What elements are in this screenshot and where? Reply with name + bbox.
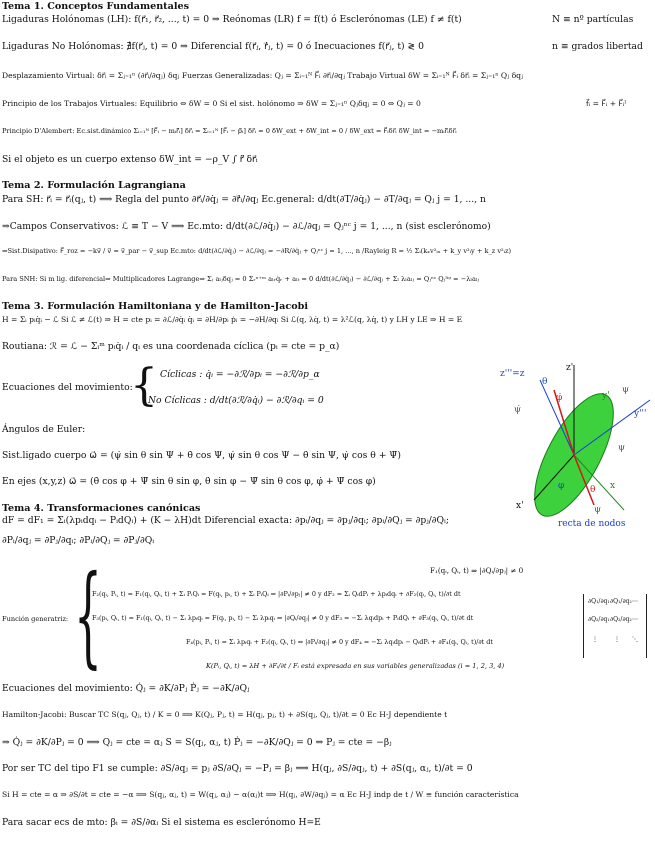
fig-caption-nodes: recta de nodos xyxy=(558,519,626,529)
s3-body-frame-omega: Sist.ligado cuerpo ω⃗ = (ψ̇ sin θ sin Ψ + θ̇ cos Ψ, ψ̇ sin θ cos Ψ − θ̇ sin Ψ, ψ̇ cos θ + Ψ̇) xyxy=(2,451,401,461)
s4-generating-label: Función generatriz: xyxy=(2,615,69,623)
matrix-cell: ⋱ xyxy=(632,636,638,643)
s4-line-constants: ⇒ Q̇ⱼ = ∂K/∂Pⱼ = 0 ⟹ Qⱼ = cte = αⱼ S = S(qⱼ, αⱼ, t) Ṗⱼ = −∂K/∂Qⱼ = 0 ⇒ Pⱼ = cte = −βⱼ xyxy=(2,737,392,748)
s4-cases-brace: { xyxy=(74,551,102,679)
s3-line-hamiltonian: H = Σᵢ pᵢq̇ᵢ − ℒ Si ℒ ≠ ℒ(t) ⇒ H = cte pᵢ = ∂ℒ/∂q̇ᵢ q̇ᵢ = ∂H/∂pᵢ ṗᵢ = −∂H/∂qᵢ Si ℒ(q, λq̇, t) = λ²ℒ(q, λq̇, t) y LH y LE ⇒ H = E xyxy=(2,315,463,324)
jacobian-matrix xyxy=(583,594,647,658)
s3-eqs-label: Ecuaciones del movimiento: xyxy=(2,382,133,393)
s4-line-exact-diff: ∂Pᵢ/∂qⱼ = ∂Pⱼ/∂qᵢ; ∂Pᵢ/∂Qⱼ = ∂Pⱼ/∂Qᵢ xyxy=(2,535,155,546)
matrix-cell: ∂Q₁/∂q₂ xyxy=(610,598,632,605)
fig-label-yp: y' xyxy=(602,391,610,401)
s4-case-f3: F₃(pᵢ, Qᵢ, t) = F₁(qᵢ, Qᵢ, t) − Σᵢ λpᵢqᵢ = F(qᵢ, pᵢ, t) − Σᵢ λpᵢqᵢ ⇒ |∂Qᵢ/∂qⱼ| ≠ 0 y dF₃ = −Σᵢ λqᵢdpᵢ + PᵢdQᵢ + ∂F₃(qᵢ, Qᵢ, t)/∂t dt xyxy=(92,614,474,622)
s3-eq-cyclic: Cíclicas : q̇ᵢ = −∂ℛ/∂pᵢ = −∂ℛ/∂p_α xyxy=(160,369,320,380)
s1-note-particles: N ≡ nº partículas xyxy=(552,14,634,25)
s1-line-dalembert: Principio D'Alembert: Ec.sist.dinámico Σᵢ₌₁ᴺ [F⃗ᵢ − mᵢr̈⃗ᵢ] δr⃗ᵢ = Σᵢ₌₁ᴺ [F⃗ᵢ − ṗ⃗ᵢ] δr⃗ᵢ = 0 δW_ext + δW_int = 0 / δW_ext = F⃗ᵢδr⃗ᵢ δW_int = −mᵢr̈⃗ᵢδr⃗ᵢ xyxy=(2,127,457,135)
s4-case-k: K(Pᵢ, Qᵢ, t) = λH + ∂Fᵢ/∂t / Fᵢ está expresada en sus variables generalizadas (i = 1, 2, 3, 4) xyxy=(206,662,505,670)
s4-case-f2: F₂(qᵢ, Pᵢ, t) = F₁(qᵢ, Qᵢ, t) + Σᵢ PᵢQᵢ = F(qᵢ, pᵢ, t) + Σᵢ PᵢQᵢ ⇒ |∂Pᵢ/∂pⱼ| ≠ 0 y dF₂ = Σᵢ QᵢdPᵢ + λpᵢdqᵢ + ∂F₂(qᵢ, Qᵢ, t)/∂t dt xyxy=(92,590,461,598)
matrix-cell: ⋯ xyxy=(632,598,638,605)
fig-label-phi: φ xyxy=(558,481,565,491)
s3-euler-angles-label: Ángulos de Euler: xyxy=(2,424,86,435)
s3-eq-noncyclic: No Cíclicas : d/dt(∂ℛ/∂q̇ᵢ) − ∂ℛ/∂qᵢ = 0 xyxy=(148,395,324,406)
s4-line-hj-time-indep: Si H = cte = α ⇒ ∂S/∂t = cte = −α ⟹ S(qⱼ, αⱼ, t) = W(qⱼ, αⱼ) − α(αⱼ)t ⟹ H(qⱼ, ∂W/∂qⱼ) = α Ec H-J indp de t / W ≡ función característica xyxy=(2,790,519,799)
s1-line-nonholonomic: Ligaduras No Holónomas: ∄f(r⃗ⱼ, t) = 0 ⇒ Diferencial f(r⃗ⱼ, ṙ⃗ⱼ, t) = 0 ó Inecuaciones f(r⃗ⱼ, t) ≷ 0 xyxy=(2,41,425,52)
s2-line-conservative: ⇒Campos Conservativos: ℒ ≡ T − V ⟹ Ec.mto: d/dt(∂ℒ/∂q̇ⱼ) − ∂ℒ/∂qⱼ = Qⱼⁿᶜ j = 1, ..., n (sist esclerónomo) xyxy=(2,221,491,232)
s4-line-hamilton-jacobi: Hamilton-Jacobi: Buscar TC S(qⱼ, Qⱼ, t) / K = 0 ⟹ K(Qⱼ, Pⱼ, t) = H(qⱼ, pⱼ, t) + ∂S(qⱼ, Qⱼ, t)/∂t = 0 Ec H-J dependiente t xyxy=(2,710,448,719)
s3-cases-brace: { xyxy=(130,360,158,411)
fig-label-x: x xyxy=(610,481,616,491)
s2-line-point-rule: Para SH: r⃗ᵢ = r⃗ᵢ(qⱼ, t) ⟹ Regla del punto ∂r⃗ᵢ/∂q̇ⱼ = ∂ṙ⃗ᵢ/∂qⱼ Ec.general: d/dt(∂T/∂q̇ⱼ) − ∂T/∂qⱼ = Qⱼ j = 1, ..., n xyxy=(2,194,486,205)
fig-label-y3: y''' xyxy=(634,409,647,419)
fig-label-theta: θ xyxy=(542,377,548,387)
fig-label-psi-top: ψ xyxy=(622,385,630,395)
section-3-title: Tema 3. Formulación Hamiltoniana y de Hamilton-Jacobi xyxy=(2,301,308,312)
matrix-cell: ⋯ xyxy=(632,616,638,623)
section-1-title: Tema 1. Conceptos Fundamentales xyxy=(2,1,189,12)
matrix-cell: ∂Q₂/∂q₂ xyxy=(610,616,632,623)
section-4-title: Tema 4. Transformaciones canónicas xyxy=(2,503,201,514)
matrix-cell: ⋮ xyxy=(592,636,598,643)
s4-case-f1: F₁(qᵢ, Qᵢ, t) ⇒ |∂Qᵢ/∂pⱼ| ≠ 0 xyxy=(430,566,524,575)
fig-label-psi-low: ψ xyxy=(594,505,602,515)
matrix-cell: ∂Q₂/∂q₁ xyxy=(588,616,610,623)
s1-note-dof: n ≡ grados libertad xyxy=(552,41,643,52)
fig-label-psi-right: ψ xyxy=(618,443,626,453)
s4-line-df: dF = dF₁ = Σᵢ(λpᵢdqᵢ − PᵢdQᵢ) + (K − λH)dt Diferencial exacta: ∂pᵢ/∂qⱼ = ∂pⱼ/∂qᵢ; ∂pᵢ/∂Qⱼ = ∂pⱼ/∂Qᵢ; xyxy=(2,515,449,526)
s4-line-type-f1: Por ser TC del tipo F1 se cumple: ∂S/∂qⱼ = pⱼ ∂S/∂Qⱼ = −Pⱼ = βⱼ ⟹ H(qⱼ, ∂S/∂qⱼ, t) + ∂S(qⱼ, αⱼ, t)/∂t = 0 xyxy=(2,763,473,774)
s1-line-virtual-displacement: Desplazamiento Virtual: δr⃗ᵢ = Σⱼ₌₁ⁿ (∂r⃗ᵢ/∂qⱼ) δqⱼ Fuerzas Generalizadas: Qⱼ = Σᵢ₌₁ᴺ F⃗ᵢ ∂r⃗ᵢ/∂qⱼ Trabajo Virtual δW = Σᵢ₌₁ᴺ F⃗ᵢ δr⃗ᵢ = Σⱼ₌₁ⁿ Qⱼ δqⱼ xyxy=(2,71,524,80)
matrix-cell: ⋮ xyxy=(614,636,620,643)
fig-label-phidot: φ̇ xyxy=(556,393,563,403)
fig-label-xp: x' xyxy=(516,501,524,511)
section-2-title: Tema 2. Formulación Lagrangiana xyxy=(2,180,186,191)
fig-label-psidot: ψ̇ xyxy=(514,405,522,415)
s4-line-eqs-motion: Ecuaciones del movimiento: Q̇ⱼ = ∂K/∂Pⱼ Ṗⱼ = −∂K/∂Qⱼ xyxy=(2,683,250,694)
s3-line-routhian: Routiana: ℛ = ℒ − Σᵢᵐ pᵢq̇ᵢ / qᵢ es una coordenada cíclica (pᵢ = cte = p_α) xyxy=(2,341,340,352)
s2-line-lagrange-multipliers: Para SNH: Si m lig. diferencial⇒ Multiplicadores Lagrange⇒ Σⱼ aₗⱼδqⱼ = 0 Σᵣⁿ⁺ᵐ aₗᵣq̇ᵣ + aₗₜ = 0 d/dt(∂ℒ/∂q̇ⱼ) − ∂ℒ/∂qⱼ + Σₗ λₗaₗⱼ = Qⱼⁿᶜ Qⱼˡⁱᵍ = −λₗaₗⱼ xyxy=(2,275,480,283)
s1-line-holonomic: Ligaduras Holónomas (LH): f(r⃗₁, r⃗₂, ..., t) = 0 ⇒ Reónomas (LR) f = f(t) ó Esclerónomas (LE) f ≠ f(t) xyxy=(2,14,462,25)
s3-space-frame-omega: En ejes (x,y,z) ω⃗ = (θ̇ cos φ + Ψ̇ sin θ sin φ, θ̇ sin φ − Ψ̇ sin θ cos φ, φ̇ + Ψ̇ cos φ) xyxy=(2,477,376,487)
s4-line-final: Para sacar ecs de mto: βᵢ = ∂S/∂αᵢ Si el sistema es esclerónomo H=E xyxy=(2,817,321,828)
s4-case-f4: F₄(pᵢ, Pᵢ, t) = Σᵢ λpᵢqᵢ + F₂(qᵢ, Qᵢ, t) ⇒ |∂Pᵢ/∂qⱼ| ≠ 0 y dF₄ = −Σᵢ λqᵢdpᵢ − QᵢdPᵢ + ∂F₄(qᵢ, Qᵢ, t)/∂t dt xyxy=(186,638,493,646)
s1-note-force-split: f⃗ᵢ = F⃗ᵢ + F⃗ᵢˡ xyxy=(586,99,627,108)
euler-angles-figure xyxy=(494,360,654,535)
s1-line-virtual-work: Principio de los Trabajos Virtuales: Equilibrio ⇔ δW = 0 Si el sist. holónomo ⇒ δW = Σⱼ₌₁ⁿ Qⱼδqⱼ = 0 ⇔ Qⱼ = 0 xyxy=(2,100,421,108)
matrix-cell: ∂Q₁/∂q₁ xyxy=(588,598,610,605)
fig-label-z3: z'''=z xyxy=(500,369,525,379)
fig-label-theta-low: θ xyxy=(590,485,596,495)
fig-label-zp: z' xyxy=(566,363,574,373)
s1-line-extended-body: Si el objeto es un cuerpo extenso δW_int = −ρ_V ∫ r̈⃗ δr⃗ᵢ xyxy=(2,154,258,165)
s2-line-dissipative: ⇒Sist.Disipativo: F⃗_roz = −kv⃗ / v⃗ = v⃗_par − v⃗_sup Ec.mto: d/dt(∂ℒ/∂q̇ⱼ) − ∂ℒ/∂qⱼ = −∂R/∂q̇ⱼ + Qⱼⁿᶜ j = 1, ..., n /Rayleig R = ½ Σᵢ(kₓv²ᵢₓ + k_y v²ᵢy + k_z v²ᵢz) xyxy=(2,247,512,255)
